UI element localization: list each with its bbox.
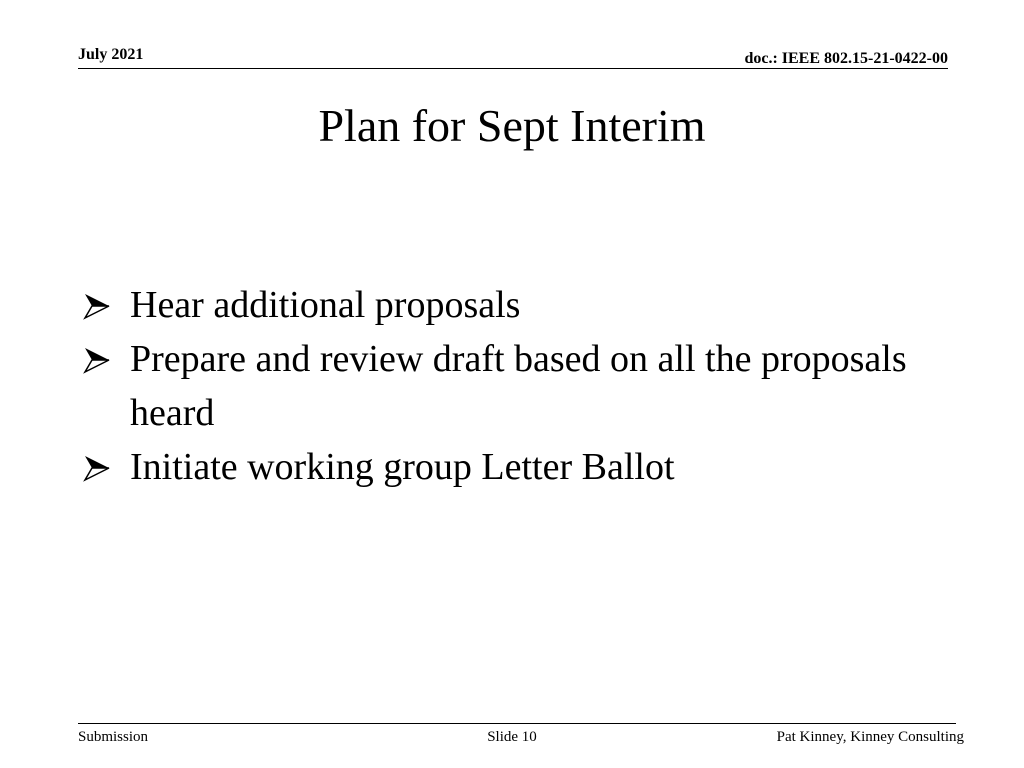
arrowhead-bullet-icon — [82, 291, 112, 321]
arrowhead-bullet-icon — [82, 453, 112, 483]
footer-slide-number: Slide 10 — [487, 729, 537, 745]
header-doc-id: doc.: IEEE 802.15-21-0422-00 — [744, 50, 948, 67]
footer-submission: Submission — [78, 729, 149, 745]
bullet-text: Initiate working group Letter Ballot — [130, 446, 675, 488]
header-divider — [78, 68, 948, 69]
bullet-text: Prepare and review draft based on all the proposals heard — [130, 338, 907, 434]
footer-divider — [78, 723, 956, 724]
bullet-text: Hear additional proposals — [130, 284, 521, 326]
arrowhead-bullet-icon — [82, 345, 112, 375]
bullet-item — [78, 278, 958, 332]
bullet-item — [78, 332, 958, 440]
bullet-item — [78, 440, 958, 494]
slide-title: Plan for Sept Interim — [318, 100, 706, 151]
header-date: July 2021 — [78, 46, 144, 63]
footer-author: Pat Kinney, Kinney Consulting — [776, 729, 964, 745]
bullet-list — [78, 278, 958, 494]
